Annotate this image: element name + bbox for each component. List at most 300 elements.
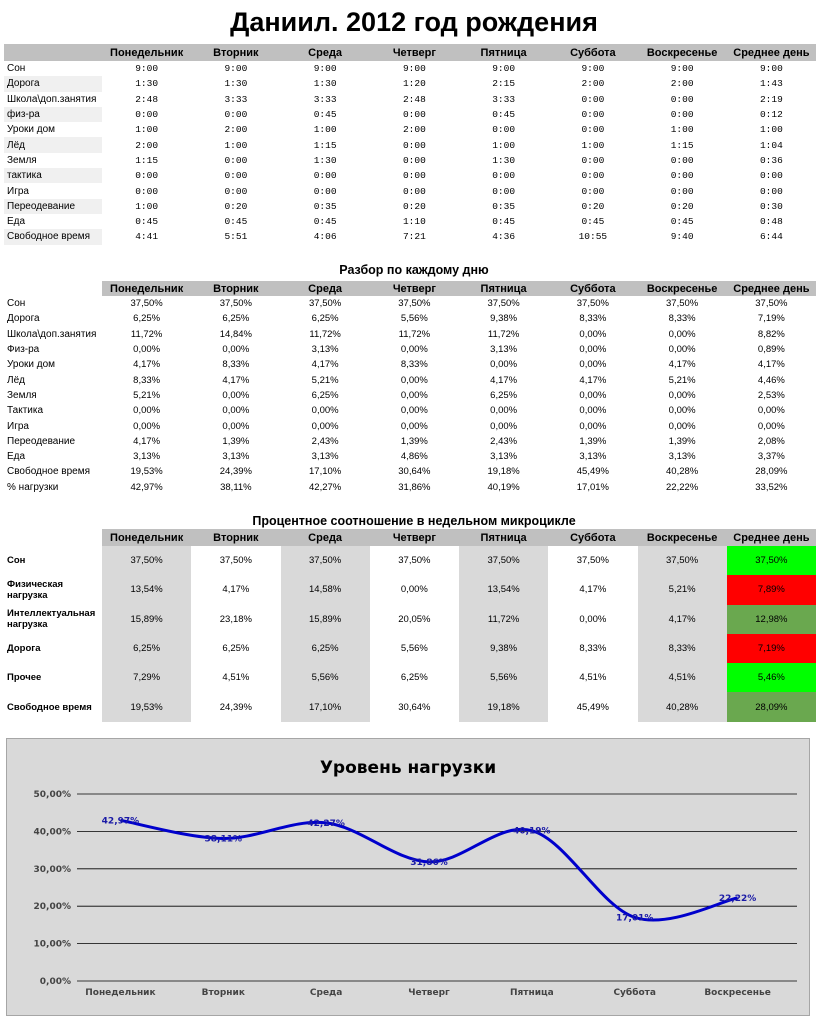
column-header: Понедельник xyxy=(102,44,191,61)
table-cell: 5,56% xyxy=(459,663,548,692)
table-row xyxy=(4,296,816,311)
table-cell: 4,17% xyxy=(222,374,250,386)
schedule-header-blank xyxy=(4,44,102,61)
table-cell: 11,72% xyxy=(309,328,341,340)
table-row xyxy=(4,575,816,604)
table-row xyxy=(4,153,816,168)
column-header: Понедельник xyxy=(102,281,191,296)
table-cell: 0:00 xyxy=(402,154,426,166)
table-cell: 37,50% xyxy=(666,298,699,310)
row-label: Физ-ра xyxy=(7,344,40,356)
table-cell: 0,00% xyxy=(579,420,607,432)
table-cell: 5,56% xyxy=(400,313,428,325)
table-row xyxy=(4,92,816,107)
schedule-table xyxy=(4,44,816,245)
table-cell: 0,00% xyxy=(668,405,696,417)
row-label: Игра xyxy=(7,420,29,432)
table-cell: 9:00 xyxy=(670,63,694,75)
table-cell: 0,00% xyxy=(548,605,637,634)
table-cell: 4,51% xyxy=(548,663,637,692)
table-cell: 0,00% xyxy=(579,405,607,417)
table-row xyxy=(4,342,816,357)
table-cell: 0:12 xyxy=(759,109,783,121)
breakdown-header-row xyxy=(4,281,816,296)
table-cell: 7,19% xyxy=(757,313,785,325)
y-tick-label: 40,00% xyxy=(33,827,71,838)
data-label: 42,97% xyxy=(101,816,140,827)
table-cell: 0:20 xyxy=(402,200,426,212)
table-cell: 0:45 xyxy=(581,216,605,228)
table-cell: 37,50% xyxy=(281,546,370,575)
table-cell: 0,00% xyxy=(490,420,518,432)
table-cell: 0:00 xyxy=(402,170,426,182)
table-cell: 0:00 xyxy=(670,185,694,197)
column-header: Воскресенье xyxy=(638,529,727,546)
table-cell: 30,64% xyxy=(398,466,431,478)
row-label: Тактика xyxy=(7,405,44,417)
load-level-chart xyxy=(6,738,810,1016)
table-cell: 4:41 xyxy=(135,231,159,243)
table-cell: 9,38% xyxy=(459,634,548,663)
table-cell: 0:30 xyxy=(759,200,783,212)
table-cell: 2:00 xyxy=(402,124,426,136)
column-header: Среднее день xyxy=(727,281,816,296)
table-cell: 0:00 xyxy=(759,170,783,182)
table-cell: 37,50% xyxy=(548,546,637,575)
table-cell: 0:00 xyxy=(581,185,605,197)
column-header: Вторник xyxy=(191,44,280,61)
table-cell: 0:00 xyxy=(224,109,248,121)
table-cell: 6,25% xyxy=(490,389,518,401)
table-cell: 14,58% xyxy=(281,575,370,604)
table-cell: 9:00 xyxy=(224,63,248,75)
table-cell: 1:15 xyxy=(670,139,694,151)
data-label: 22,22% xyxy=(718,893,757,904)
table-row xyxy=(4,199,816,214)
table-cell: 1:00 xyxy=(224,139,248,151)
table-cell: 17,10% xyxy=(309,466,342,478)
data-label: 31,86% xyxy=(410,857,448,868)
table-cell: 37,50% xyxy=(459,546,548,575)
table-cell: 2:48 xyxy=(402,93,426,105)
table-cell: 1:00 xyxy=(492,139,516,151)
table-cell: 0:00 xyxy=(759,185,783,197)
column-header: Суббота xyxy=(548,529,637,546)
table-cell: 2:19 xyxy=(759,93,783,105)
table-cell: 0,00% xyxy=(579,344,607,356)
x-tick-label: Пятница xyxy=(509,988,554,998)
table-cell: 0:00 xyxy=(224,170,248,182)
x-tick-label: Среда xyxy=(309,988,343,998)
table-cell: 0:00 xyxy=(670,109,694,121)
table-row xyxy=(4,137,816,152)
column-header: Понедельник xyxy=(102,529,191,546)
table-cell: 0:45 xyxy=(224,216,248,228)
table-cell: 11,72% xyxy=(130,328,163,340)
table-cell: 0,00% xyxy=(668,344,696,356)
table-cell: 45,49% xyxy=(576,466,609,478)
table-row xyxy=(4,634,816,663)
table-row xyxy=(4,372,816,387)
table-cell: 4,86% xyxy=(400,451,428,463)
table-cell: 0:45 xyxy=(313,216,337,228)
table-cell: 5,21% xyxy=(133,389,161,401)
table-cell: 19,18% xyxy=(487,466,520,478)
table-cell: 15,89% xyxy=(281,605,370,634)
table-cell: 11,72% xyxy=(398,328,431,340)
table-cell: 1:00 xyxy=(135,124,159,136)
table-cell: 9:00 xyxy=(492,63,516,75)
table-cell: 28,09% xyxy=(727,692,816,721)
y-tick-label: 10,00% xyxy=(33,939,71,950)
data-label: 38,11% xyxy=(204,834,243,845)
table-row xyxy=(4,357,816,372)
table-cell: 0,00% xyxy=(490,405,518,417)
table-cell: 7:21 xyxy=(402,231,426,243)
table-cell: 37,50% xyxy=(487,298,520,310)
table-row xyxy=(4,388,816,403)
table-cell: 1:10 xyxy=(402,216,426,228)
table-cell: 0,00% xyxy=(400,420,428,432)
table-cell: 0:00 xyxy=(224,154,248,166)
chart-title: Уровень нагрузки xyxy=(319,758,497,778)
table-cell: 9:00 xyxy=(581,63,605,75)
table-cell: 1:00 xyxy=(581,139,605,151)
table-cell: 24,39% xyxy=(219,466,252,478)
column-header: Пятница xyxy=(459,529,548,546)
row-label: Игра xyxy=(7,185,29,197)
table-cell: 0:00 xyxy=(670,170,694,182)
column-header: Вторник xyxy=(191,529,280,546)
table-cell: 9,38% xyxy=(490,313,518,325)
x-tick-label: Четверг xyxy=(408,988,450,998)
table-cell: 5,56% xyxy=(370,634,459,663)
table-cell: 3:33 xyxy=(313,93,337,105)
table-cell: 0,00% xyxy=(133,420,161,432)
table-cell: 33,52% xyxy=(755,481,788,493)
breakdown-table xyxy=(4,281,816,495)
table-cell: 1:43 xyxy=(759,78,783,90)
column-header: Среда xyxy=(281,281,370,296)
table-cell: 0:45 xyxy=(492,216,516,228)
table-cell: 40,28% xyxy=(638,692,727,721)
table-cell: 0:45 xyxy=(492,109,516,121)
table-cell: 45,49% xyxy=(548,692,637,721)
x-tick-label: Вторник xyxy=(201,988,245,998)
table-row xyxy=(4,168,816,183)
table-cell: 0:36 xyxy=(759,154,783,166)
row-label: Переодевание xyxy=(7,435,76,447)
table-cell: 4,17% xyxy=(311,359,339,371)
table-cell: 0:00 xyxy=(581,154,605,166)
row-label: Свободное время xyxy=(7,466,91,478)
table-cell: 6,25% xyxy=(222,313,250,325)
table-cell: 0,00% xyxy=(133,405,161,417)
row-label: тактика xyxy=(4,168,102,183)
row-label: Еда xyxy=(7,451,26,463)
table-cell: 3,37% xyxy=(757,451,785,463)
table-cell: 0:00 xyxy=(135,185,159,197)
row-label: Сон xyxy=(7,555,26,567)
table-cell: 0,00% xyxy=(579,359,607,371)
table-cell: 0,00% xyxy=(222,389,250,401)
breakdown-title: Разбор по каждому дню xyxy=(339,263,489,277)
column-header: Воскресенье xyxy=(638,44,727,61)
table-cell: 8,33% xyxy=(222,359,250,371)
table-cell: 4,17% xyxy=(638,605,727,634)
table-row xyxy=(4,605,816,634)
row-label: Свободное время xyxy=(4,229,102,244)
table-cell: 4:06 xyxy=(313,231,337,243)
table-cell: 8,33% xyxy=(548,634,637,663)
table-cell: 1:30 xyxy=(135,78,159,90)
table-row xyxy=(4,464,816,479)
column-header: Среда xyxy=(281,44,370,61)
ratio-table xyxy=(4,529,816,722)
row-label: физ-ра xyxy=(4,107,102,122)
row-label: Уроки дом xyxy=(7,359,56,371)
table-cell: 4,17% xyxy=(548,575,637,604)
table-cell: 8,33% xyxy=(133,374,161,386)
table-cell: 8,33% xyxy=(579,313,607,325)
table-cell: 6,25% xyxy=(311,389,339,401)
table-cell: 17,01% xyxy=(576,481,609,493)
table-cell: 2,43% xyxy=(311,435,339,447)
table-cell: 0,00% xyxy=(311,405,339,417)
row-label: Свободное время xyxy=(7,701,92,713)
table-cell: 12,98% xyxy=(727,605,816,634)
column-header: Воскресенье xyxy=(638,281,727,296)
table-cell: 3:33 xyxy=(224,93,248,105)
table-cell: 5,21% xyxy=(638,575,727,604)
table-cell: 0,00% xyxy=(579,328,607,340)
table-cell: 0:00 xyxy=(402,109,426,121)
table-cell: 6,25% xyxy=(102,634,191,663)
table-cell: 0,00% xyxy=(400,374,428,386)
table-cell: 1:15 xyxy=(313,139,337,151)
column-header: Четверг xyxy=(370,529,459,546)
row-label: Лёд xyxy=(7,374,25,386)
column-header: Среда xyxy=(281,529,370,546)
table-cell: 6:44 xyxy=(759,231,783,243)
table-cell: 0,00% xyxy=(490,359,518,371)
table-cell: 5,21% xyxy=(311,374,339,386)
table-row xyxy=(4,692,816,721)
x-tick-label: Воскресенье xyxy=(704,988,771,998)
table-cell: 2,08% xyxy=(757,435,785,447)
table-cell: 40,28% xyxy=(666,466,699,478)
row-label: Школа\доп.занятия xyxy=(7,328,97,340)
table-cell: 3,13% xyxy=(579,451,607,463)
table-cell: 42,97% xyxy=(130,481,163,493)
table-cell: 13,54% xyxy=(459,575,548,604)
table-cell: 1:15 xyxy=(135,154,159,166)
table-cell: 1:20 xyxy=(402,78,426,90)
table-row xyxy=(4,403,816,418)
table-cell: 1,39% xyxy=(579,435,607,447)
table-cell: 0:45 xyxy=(135,216,159,228)
column-header: Суббота xyxy=(548,281,637,296)
table-cell: 0,00% xyxy=(222,344,250,356)
data-label: 40,19% xyxy=(513,826,551,837)
table-cell: 0,00% xyxy=(757,420,785,432)
table-cell: 0:00 xyxy=(670,93,694,105)
row-label: Дорога xyxy=(4,76,102,91)
table-row xyxy=(4,311,816,326)
table-cell: 28,09% xyxy=(755,466,788,478)
table-cell: 2:15 xyxy=(492,78,516,90)
table-cell: 4,17% xyxy=(668,359,696,371)
table-cell: 42,27% xyxy=(309,481,342,493)
table-cell: 8,82% xyxy=(757,328,785,340)
table-cell: 20,05% xyxy=(370,605,459,634)
table-cell: 4,46% xyxy=(757,374,785,386)
y-tick-label: 50,00% xyxy=(33,790,71,800)
table-cell: 37,50% xyxy=(755,298,788,310)
table-cell: 0:35 xyxy=(313,200,337,212)
table-cell: 3:33 xyxy=(492,93,516,105)
table-cell: 3,13% xyxy=(490,344,518,356)
table-cell: 6,25% xyxy=(370,663,459,692)
table-cell: 0:00 xyxy=(492,124,516,136)
table-cell: 2:00 xyxy=(135,139,159,151)
column-header: Среднее день xyxy=(727,44,816,61)
table-cell: 8,33% xyxy=(638,634,727,663)
table-cell: 9:00 xyxy=(135,63,159,75)
table-cell: 1:00 xyxy=(135,200,159,212)
row-label: Школа\доп.занятия xyxy=(7,93,97,105)
table-cell: 0:00 xyxy=(492,170,516,182)
table-cell: 2,43% xyxy=(490,435,518,447)
table-cell: 0,00% xyxy=(370,575,459,604)
table-cell: 37,50% xyxy=(102,546,191,575)
table-cell: 0,00% xyxy=(222,405,250,417)
table-cell: 0:20 xyxy=(224,200,248,212)
table-cell: 6,25% xyxy=(133,313,161,325)
table-cell: 7,89% xyxy=(727,575,816,604)
table-row xyxy=(4,480,816,495)
table-cell: 0:45 xyxy=(313,109,337,121)
table-cell: 40,19% xyxy=(487,481,520,493)
table-row xyxy=(4,449,816,464)
table-cell: 0,00% xyxy=(668,420,696,432)
table-cell: 37,50% xyxy=(130,298,163,310)
table-cell: 30,64% xyxy=(370,692,459,721)
table-row xyxy=(4,327,816,342)
table-cell: 5,46% xyxy=(727,663,816,692)
table-cell: 5,56% xyxy=(281,663,370,692)
table-cell: 4,17% xyxy=(490,374,518,386)
table-cell: 5,21% xyxy=(668,374,696,386)
table-cell: 19,18% xyxy=(459,692,548,721)
column-header: Вторник xyxy=(191,281,280,296)
table-cell: 9:00 xyxy=(402,63,426,75)
y-tick-label: 30,00% xyxy=(33,864,71,875)
table-cell: 19,53% xyxy=(102,692,191,721)
data-label: 42,27% xyxy=(307,818,345,829)
chart-canvas xyxy=(7,739,809,1015)
table-row xyxy=(4,76,816,91)
table-cell: 0,00% xyxy=(311,420,339,432)
table-cell: 0:20 xyxy=(670,200,694,212)
row-label: Переодевание xyxy=(4,199,102,214)
table-cell: 4,17% xyxy=(133,435,161,447)
ratio-title: Процентное соотношение в недельном микроцикле xyxy=(252,514,576,528)
table-cell: 1:30 xyxy=(313,154,337,166)
table-cell: 0:45 xyxy=(670,216,694,228)
table-row xyxy=(4,418,816,433)
table-row xyxy=(4,546,816,575)
table-cell: 7,19% xyxy=(727,634,816,663)
table-cell: 11,72% xyxy=(487,328,520,340)
row-label: Интеллектуальная нагрузка xyxy=(7,608,96,631)
table-cell: 1:04 xyxy=(759,139,783,151)
row-label: % нагрузки xyxy=(7,481,59,493)
table-cell: 0:00 xyxy=(313,170,337,182)
y-tick-label: 0,00% xyxy=(39,977,71,987)
page-title: Даниил. 2012 год рождения xyxy=(230,7,598,37)
row-label: Дорога xyxy=(7,643,41,655)
table-row xyxy=(4,214,816,229)
row-label: Сон xyxy=(7,63,26,75)
row-label: Уроки дом xyxy=(7,124,56,136)
table-cell: 0,00% xyxy=(400,389,428,401)
table-row xyxy=(4,183,816,198)
table-row xyxy=(4,229,816,244)
table-cell: 2:00 xyxy=(581,78,605,90)
table-cell: 31,86% xyxy=(398,481,431,493)
table-cell: 0:00 xyxy=(581,170,605,182)
table-cell: 37,50% xyxy=(398,298,431,310)
table-cell: 3,13% xyxy=(311,451,339,463)
table-cell: 6,25% xyxy=(281,634,370,663)
table-cell: 6,25% xyxy=(311,313,339,325)
table-cell: 4,17% xyxy=(191,575,280,604)
table-cell: 0,00% xyxy=(400,405,428,417)
table-cell: 37,50% xyxy=(638,546,727,575)
table-row xyxy=(4,434,816,449)
table-cell: 1,39% xyxy=(222,435,250,447)
table-cell: 4,51% xyxy=(191,663,280,692)
row-label: Физическая нагрузка xyxy=(7,578,64,601)
table-cell: 4,17% xyxy=(133,359,161,371)
table-cell: 5:51 xyxy=(224,231,248,243)
table-row xyxy=(4,122,816,137)
table-cell: 37,50% xyxy=(309,298,342,310)
row-label: Земля xyxy=(7,389,37,401)
table-cell: 24,39% xyxy=(191,692,280,721)
table-cell: 1,39% xyxy=(668,435,696,447)
table-cell: 8,33% xyxy=(400,359,428,371)
table-cell: 23,18% xyxy=(191,605,280,634)
table-cell: 6,25% xyxy=(191,634,280,663)
table-cell: 7,29% xyxy=(102,663,191,692)
row-label: Дорога xyxy=(7,313,40,325)
table-cell: 22,22% xyxy=(666,481,699,493)
table-cell: 0:00 xyxy=(581,124,605,136)
table-cell: 0,00% xyxy=(668,328,696,340)
table-cell: 0:00 xyxy=(313,185,337,197)
row-label: Сон xyxy=(7,298,26,310)
table-cell: 37,50% xyxy=(370,546,459,575)
table-cell: 38,11% xyxy=(220,481,252,493)
table-cell: 0:00 xyxy=(581,109,605,121)
table-cell: 0:35 xyxy=(492,200,516,212)
table-cell: 3,13% xyxy=(668,451,696,463)
row-label: Еда xyxy=(7,216,26,228)
table-cell: 0:00 xyxy=(135,109,159,121)
table-row xyxy=(4,663,816,692)
